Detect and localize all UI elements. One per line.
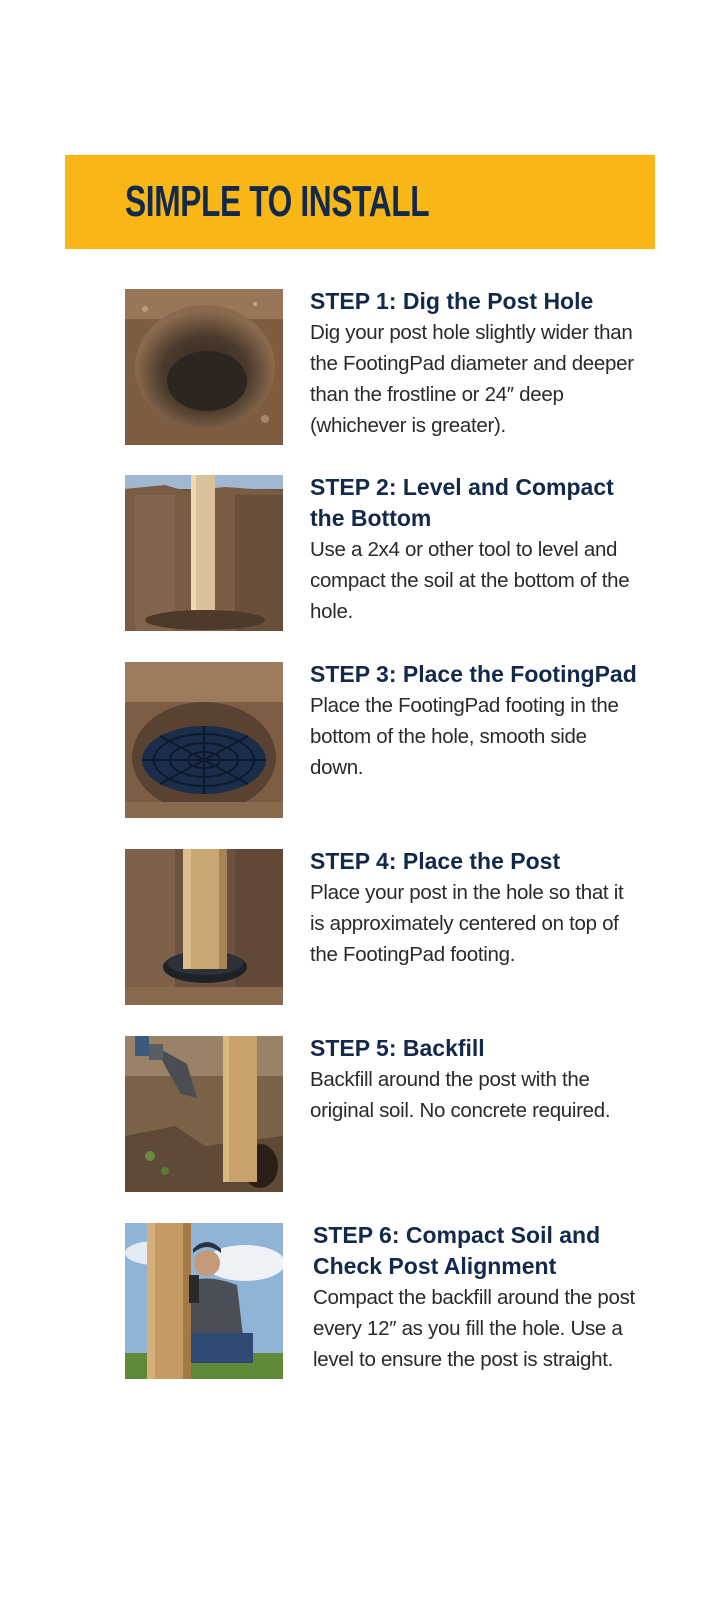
step-6-body: Compact the backfill around the post every 12″ as you fill the hole. Use a level to ensure the post is straight. bbox=[313, 1286, 635, 1371]
alignment-photo bbox=[125, 1223, 283, 1379]
step-2-title: STEP 2: Level and Compact the Bottom bbox=[310, 474, 614, 531]
step-1-body: Dig your post hole slightly wider than the FootingPad diameter and deeper than the frostline or 24″ deep (whichever is greater). bbox=[310, 321, 634, 437]
post-on-pad-photo bbox=[125, 849, 283, 1005]
backfill-photo bbox=[125, 1036, 283, 1192]
step-2-body: Use a 2x4 or other tool to level and compact the soil at the bottom of the hole. bbox=[310, 538, 630, 623]
step-6-title: STEP 6: Compact Soil and Check Post Alignment bbox=[313, 1222, 601, 1279]
header-banner bbox=[65, 155, 655, 249]
step-3-title: STEP 3: Place the FootingPad bbox=[310, 661, 637, 687]
compact-bottom-photo bbox=[125, 475, 283, 631]
step-4-title: STEP 4: Place the Post bbox=[310, 848, 561, 874]
post-hole-photo bbox=[125, 289, 283, 445]
step-5-title: STEP 5: Backfill bbox=[310, 1035, 485, 1061]
footingpad-photo bbox=[125, 662, 283, 818]
step-5-body: Backfill around the post with the original soil. No concrete required. bbox=[310, 1068, 611, 1122]
step-4-body: Place your post in the hole so that it is approximately centered on top of the FootingPad footing. bbox=[310, 881, 624, 966]
step-3-body: Place the FootingPad footing in the bottom of the hole, smooth side down. bbox=[310, 694, 619, 779]
page-title: SIMPLE TO INSTALL bbox=[125, 177, 430, 226]
step-1-title: STEP 1: Dig the Post Hole bbox=[310, 288, 594, 314]
